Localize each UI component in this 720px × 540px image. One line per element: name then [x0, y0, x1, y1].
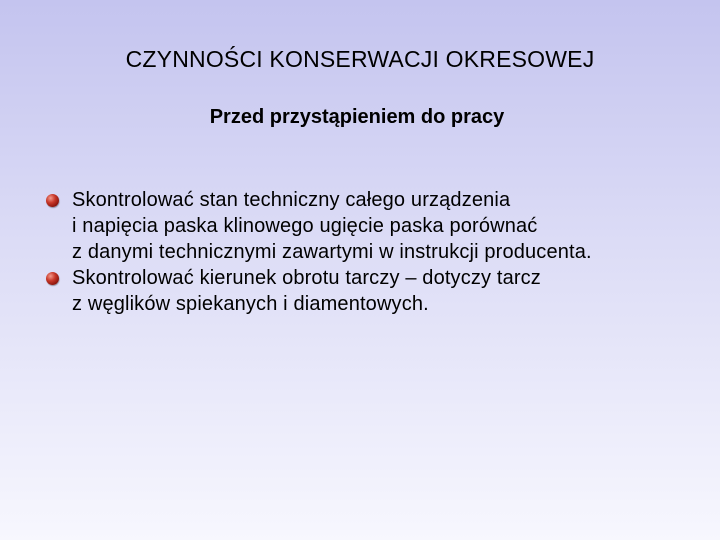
bullet-item [44, 265, 704, 317]
red-sphere-bullet-icon [46, 272, 59, 285]
slide-subtitle: Przed przystąpieniem do pracy [209, 106, 505, 128]
red-sphere-bullet-icon [46, 194, 59, 207]
bullet-text-line: Skontrolować kierunek obrotu tarczy – dotyczy tarcz [72, 267, 541, 289]
bullet-list [44, 187, 704, 317]
slide-title: CZYNNOŚCI KONSERWACJI OKRESOWEJ [125, 46, 595, 72]
bullet-text-line: z węglików spiekanych i diamentowych. [72, 293, 429, 315]
bullet-text-line: Skontrolować stan techniczny całego urządzenia [72, 189, 511, 211]
bullet-item [44, 187, 704, 265]
bullet-text-line: i napięcia paska klinowego ugięcie paska porównać [72, 215, 538, 237]
bullet-text-line: z danymi technicznymi zawartymi w instrukcji producenta. [72, 241, 592, 263]
